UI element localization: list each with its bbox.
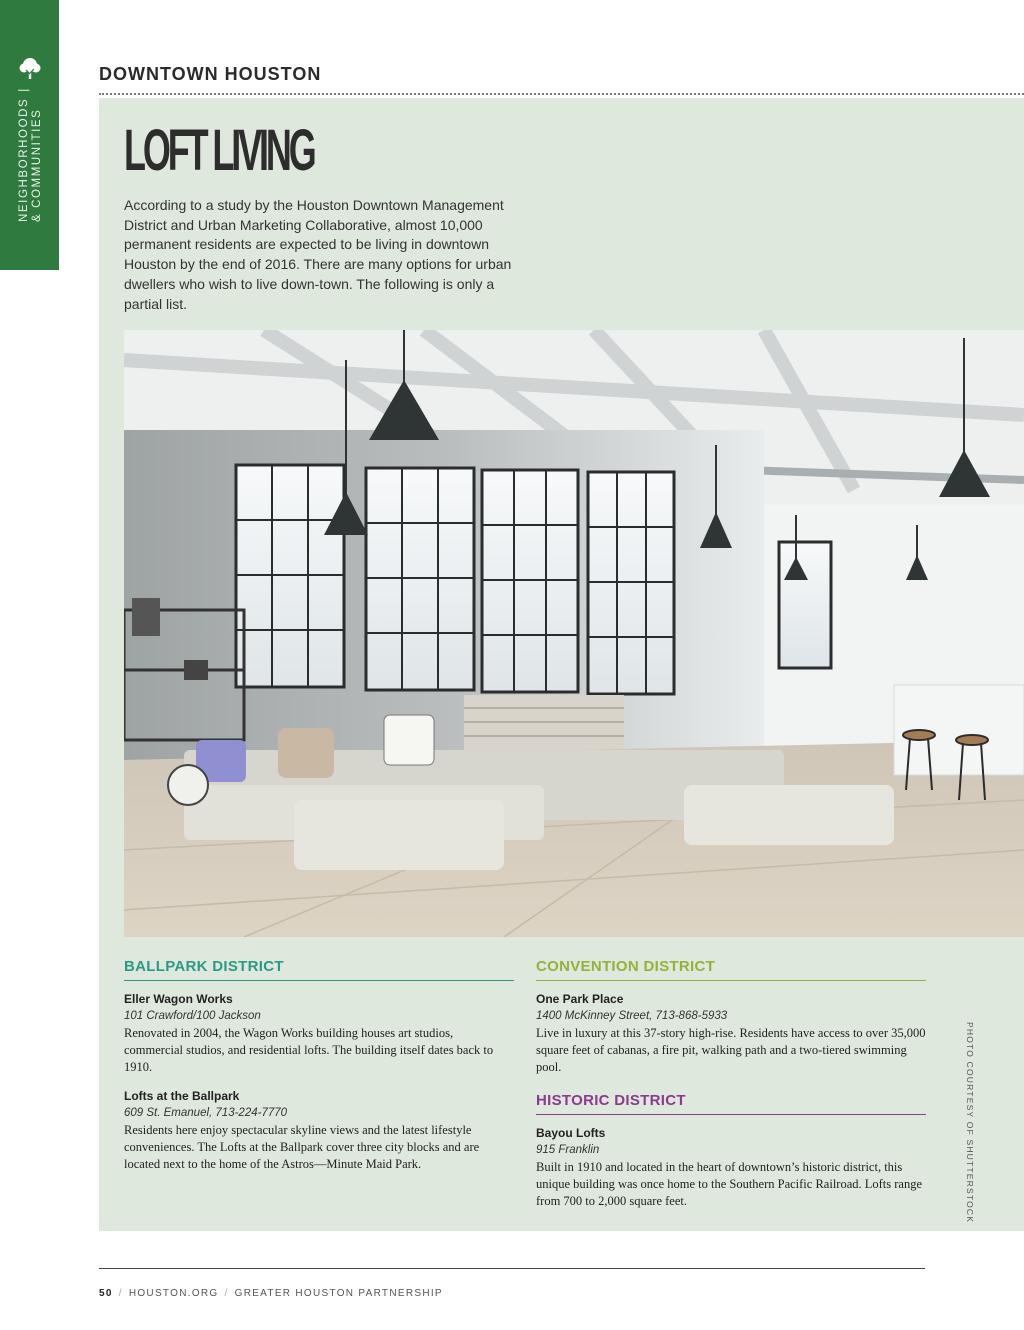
section-tab-label: NEIGHBORHOODS| & COMMUNITIES [18,87,43,222]
listing-description: Live in luxury at this 37-story high-rise. Residents have access to over 35,000 square feet of cabanas, a fire pit, walking path and a two-tiered swimming pool. [536,1026,926,1074]
footer-site: HOUSTON.ORG [128,1288,219,1299]
footer-rule [99,1268,925,1269]
listing-name: Eller Wagon Works [124,992,233,1006]
ballpark-column [124,958,514,1185]
listing-address: 609 St. Emanuel, 713-224-7770 [124,1107,288,1119]
ballpark-district-heading: BALLPARK DISTRICT [124,958,514,981]
listing-entry [536,1125,926,1210]
footer-publisher: GREATER HOUSTON PARTNERSHIP [234,1288,443,1299]
page-number: 50 [99,1288,113,1299]
page-footer: 50 / HOUSTON.ORG / GREATER HOUSTON PARTNERSHIP [99,1288,443,1299]
listing-entry [536,991,926,1076]
listing-name: One Park Place [536,992,624,1006]
listing-name: Bayou Lofts [536,1126,606,1140]
historic-district-heading: HISTORIC DISTRICT [536,1092,926,1115]
listing-name: Lofts at the Ballpark [124,1089,240,1103]
section-tab [0,0,59,270]
dotted-divider [99,93,1024,95]
listing-entry [124,1088,514,1173]
listing-entry [124,991,514,1076]
convention-district-heading: CONVENTION DISTRICT [536,958,926,981]
listing-address: 1400 McKinney Street, 713-868-5933 [536,1010,728,1022]
section-title: DOWNTOWN HOUSTON [99,64,322,84]
listing-description: Residents here enjoy spectacular skyline views and the latest lifestyle conveniences. The Lofts at the Ballpark cover three city blocks and are located next to the home of the Astros—Minute Maid Park. [124,1123,480,1171]
listing-description: Renovated in 2004, the Wagon Works building houses art studios, commercial studios, and residential lofts. The building itself dates back to 1910. [124,1026,494,1074]
listing-address: 101 Crawford/100 Jackson [124,1010,261,1022]
intro-paragraph: According to a study by the Houston Downtown Management District and Urban Marketing Collaborative, almost 10,000 permanent residents are expected to be living in downtown Houston by the end of 2016. There are many options for urban dwellers who wish to live down-town. The following is only a partial list. [124,197,512,312]
loft-interior-photo [124,330,1024,937]
headline: LOFT LIVING [124,118,314,183]
listing-description: Built in 1910 and located in the heart of downtown’s historic district, this unique building was once home to the Southern Pacific Railroad. Lofts range from 700 to 2,000 square feet. [536,1160,923,1208]
photo-credit: PHOTO COURTESY OF SHUTTERSTOCK [965,1022,975,1224]
listing-address: 915 Franklin [536,1144,600,1156]
convention-historic-column [536,958,926,1222]
